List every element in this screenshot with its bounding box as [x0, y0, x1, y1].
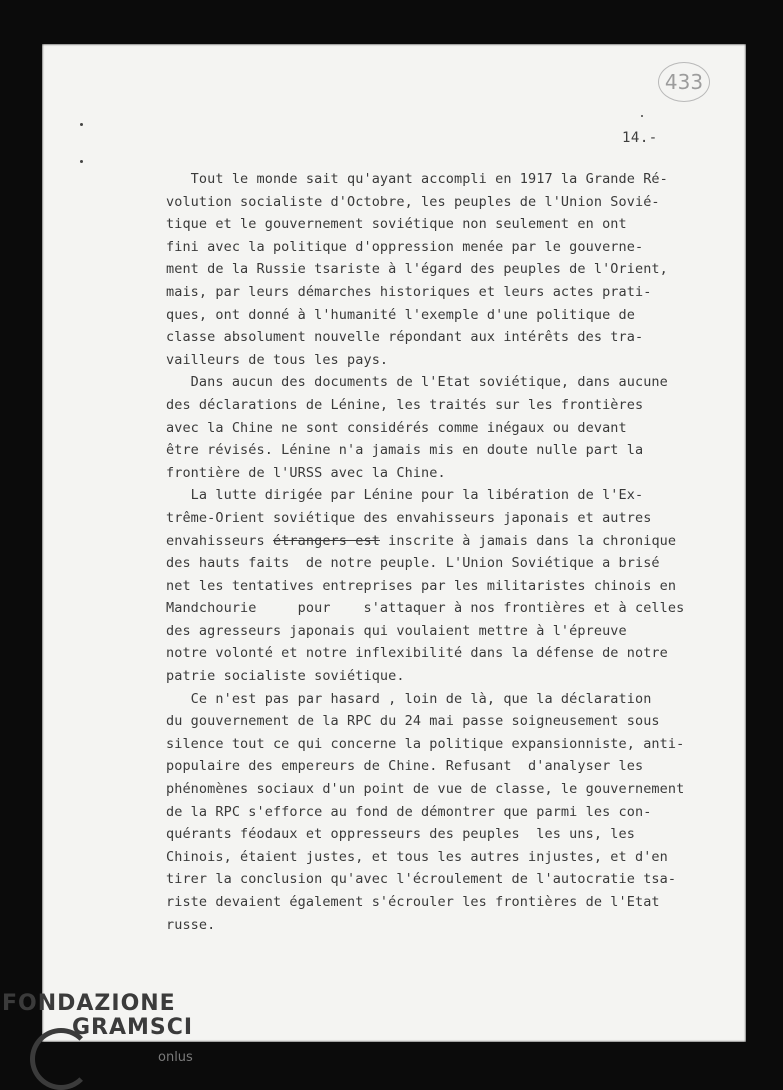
text-line: vailleurs de tous les pays. [166, 351, 389, 368]
margin-dot [80, 123, 83, 126]
archive-watermark [2, 992, 193, 1040]
text-line: notre volonté et notre inflexibilité dans la défense de notre [166, 645, 668, 662]
paragraph [166, 168, 726, 371]
text-line: russe. [166, 916, 216, 933]
text-line: patrie socialiste soviétique. [166, 668, 405, 685]
text-line: net les tentatives entreprises par les militaristes chinois en [166, 577, 677, 594]
text-line: mais, par leurs démarches historiques et leurs actes prati- [166, 283, 652, 300]
text-line: avec la Chine ne sont considérés comme inégaux ou devant [166, 419, 627, 436]
typewritten-body [166, 168, 726, 936]
text-line: classe absolument nouvelle répondant aux intérêts des tra- [166, 329, 644, 346]
text-line: quérants féodaux et oppresseurs des peuples les uns, les [166, 826, 635, 843]
margin-dot [641, 115, 643, 117]
watermark-logo-icon [30, 1028, 92, 1090]
text-line: Dans aucun des documents de l'Etat soviétique, dans aucune [166, 374, 668, 391]
text-line: fini avec la politique d'oppression menée par le gouverne- [166, 238, 644, 255]
text-line: de la RPC s'efforce au fond de démontrer que parmi les con- [166, 803, 652, 820]
text-line: riste devaient également s'écrouler les frontières de l'Etat [166, 894, 660, 910]
text-line: phénomènes sociaux d'un point de vue de classe, le gouvernement [166, 781, 685, 798]
text-line: volution socialiste d'Octobre, les peuples de l'Union Sovié- [166, 193, 660, 210]
struck-text: étrangers est [272, 532, 380, 549]
watermark-line-2: GRAMSCI [72, 1015, 194, 1040]
text-line: des hauts faits de notre peuple. L'Union Soviétique a brisé [166, 555, 660, 572]
text-line: tirer la conclusion qu'avec l'écroulement de l'autocratie tsa- [166, 871, 677, 888]
text-line: des déclarations de Lénine, les traités sur les frontières [166, 396, 644, 413]
archive-stamp: 433 [658, 62, 710, 102]
text-line: être révisés. Lénine n'a jamais mis en doute nulle part la [166, 442, 644, 459]
paragraph [166, 688, 726, 937]
text-line: Chinois, étaient justes, et tous les autres injustes, et d'en [166, 848, 668, 865]
text-line: Tout le monde sait qu'ayant accompli en 1917 la Grande Ré- [166, 171, 668, 187]
watermark-suffix: onlus [158, 1050, 193, 1065]
text-line: envahisseurs étrangers est inscrite à jamais dans la chronique [166, 532, 677, 549]
text-line: tique et le gouvernement soviétique non seulement en ont [166, 216, 627, 233]
text-line: frontière de l'URSS avec la Chine. [166, 464, 446, 481]
text-line: silence tout ce qui concerne la politique expansionniste, anti- [166, 735, 685, 752]
margin-dot [80, 160, 83, 163]
text-line: ques, ont donné à l'humanité l'exemple d'une politique de [166, 306, 635, 323]
paragraph [166, 484, 726, 687]
text-line: ment de la Russie tsariste à l'égard des peuples de l'Orient, [166, 261, 668, 278]
text-line: trême-Orient soviétique des envahisseurs japonais et autres [166, 509, 652, 526]
paragraph [166, 371, 726, 484]
watermark-line-1: FONDAZIONE [2, 991, 176, 1016]
text-line: La lutte dirigée par Lénine pour la libération de l'Ex- [166, 487, 644, 504]
page-number: 14.- [622, 130, 658, 146]
text-line: du gouvernement de la RPC du 24 mai passe soigneusement sous [166, 713, 660, 730]
text-line: populaire des empereurs de Chine. Refusant d'analyser les [166, 758, 644, 775]
text-line: Ce n'est pas par hasard , loin de là, que la déclaration [166, 690, 652, 707]
text-line: des agresseurs japonais qui voulaient mettre à l'épreuve [166, 622, 627, 639]
text-line: Mandchourie pour s'attaquer à nos frontières et à celles [166, 600, 685, 617]
